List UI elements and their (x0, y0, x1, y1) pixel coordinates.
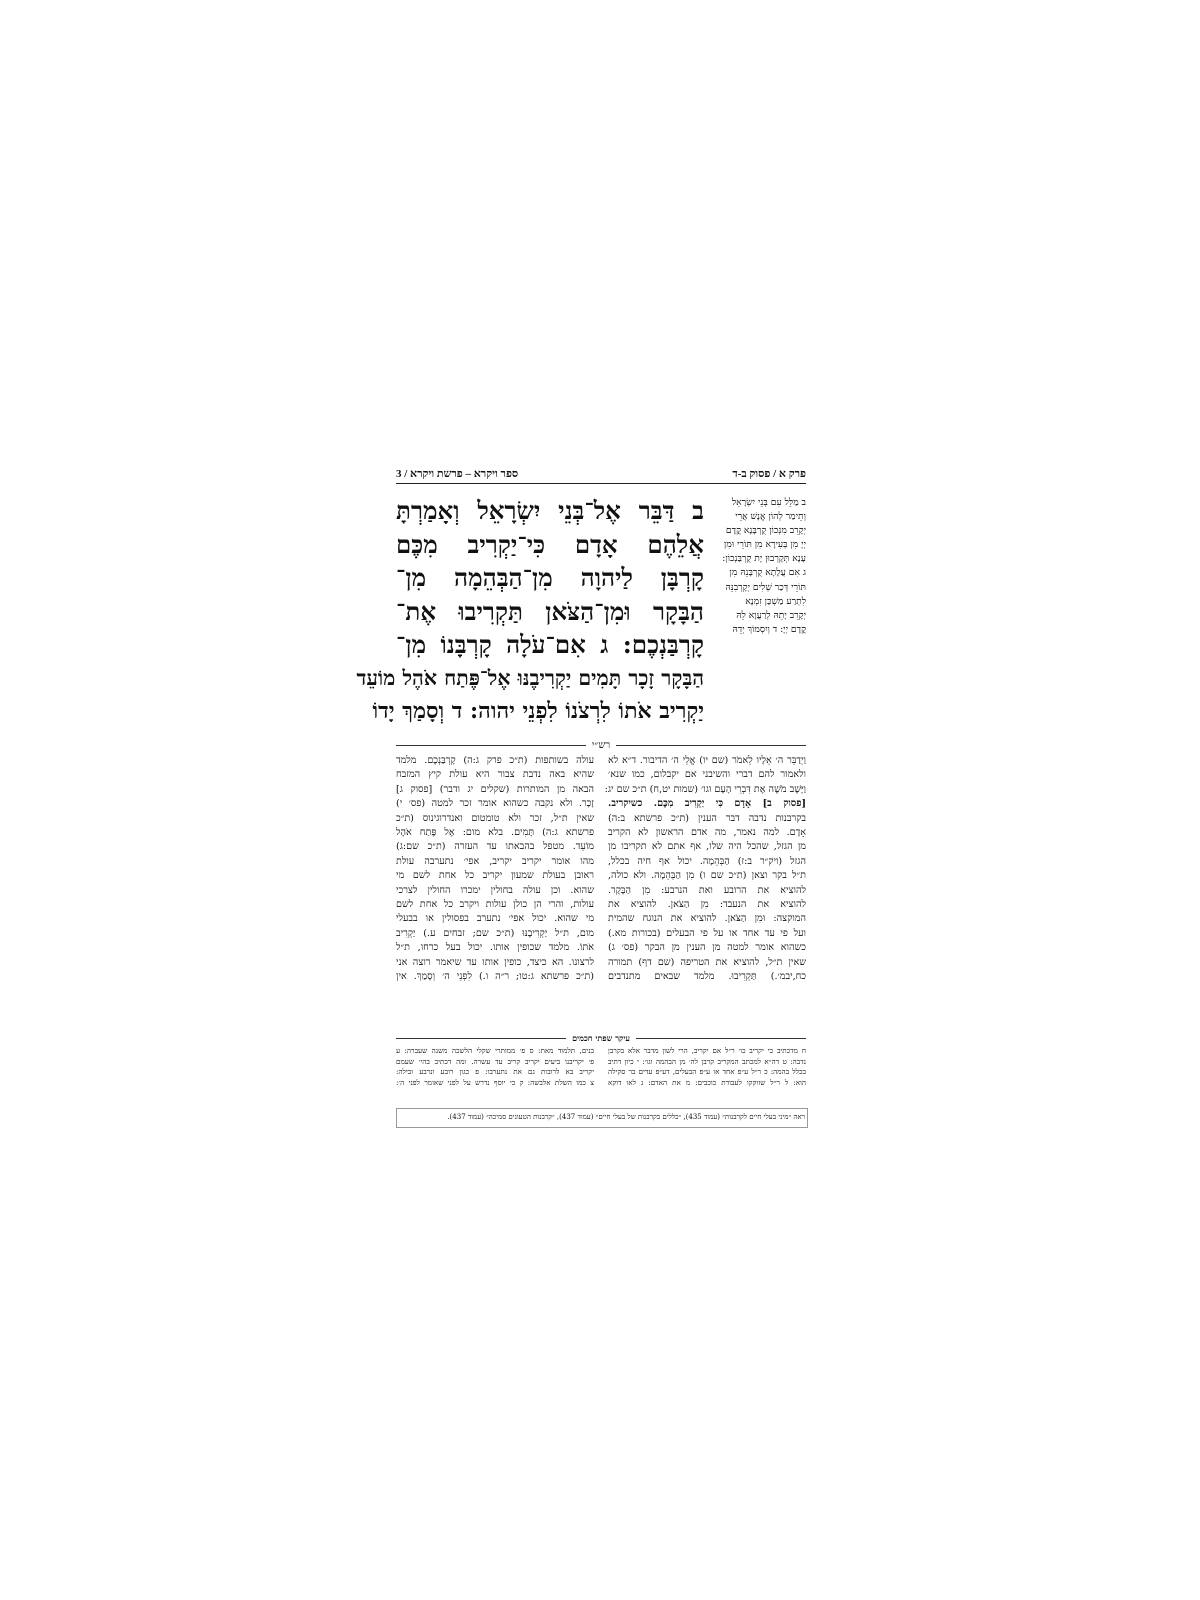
rashi-line: כשהוא אומר למטה מן הענין מן הבקר (פס׳ ג) (608, 942, 806, 954)
header-chapter-verse: פרק א / פסוק ב-ד (732, 468, 806, 480)
rashi-line: מוֹעֵד. מטפל בהבאתו עד העזרה (ת״כ שם:ג) (396, 841, 594, 853)
rashi-line: מי שהוא. יכול אפי׳ נתערב בפסולין או בבעלי (396, 913, 594, 925)
rashi-line: שהוא. וכן עולה בחולין ימכרו החולין לצרכי (396, 884, 594, 896)
rashi-line: שאין ת״ל, להוציא את הטריפה (שם דף) תמורה (608, 956, 806, 968)
iss-line: בנים, תלמוד מאת: ס פ׳ ממותרי שקלי הלשכה משנה שעברה: ע (396, 1046, 594, 1055)
rashi-line: המוקצה: וּמִן הַצֹּאן. להוציא את הנוגח שהמית (608, 913, 806, 925)
divider (396, 745, 586, 746)
verse-line: קָרְבָּן לַיהוָה מִן־הַבְּהֵמָה מִן־ (396, 563, 704, 592)
targum-line: תּוֹרֵי דְּכַר שְׁלִים יְקָרְבִנֵּהּ (725, 581, 806, 593)
iss-line: נדבה: ט דה״א למכתב המקריב קרבן לה׳ מן הבהמה וגו׳: י כיון דתיב (608, 1056, 806, 1066)
rashi-line: וַיְדַבֵּר ה׳ אֵלָיו לֵאמֹר (שם יו) אֱלֵי ה׳ הדיבור. ד״א לא (608, 755, 806, 766)
verse-line: ב דַּבֵּר אֶל־בְּנֵי יִשְׂרָאֵל וְאָמַרְתָּ (396, 496, 704, 525)
iss-column-left (396, 1046, 594, 1102)
rashi-heading (396, 738, 806, 752)
rashi-line: להוציא את הרובע ואת הנרבע: מִן הַבָּקָר. (608, 884, 806, 896)
rashi-line: ועל פי עד אחד או על פי הבעלים (בכורות מא.) (608, 927, 806, 939)
targum-column (710, 496, 806, 722)
torah-verse-text (356, 494, 704, 730)
rashi-line: מהו אומר יקריב יקריב, אפי׳ נתערבה עולת (396, 855, 594, 867)
targum-line: יְקָרֵב יָתֵהּ לְרַעֲוָא לֵהּ (736, 609, 806, 621)
rashi-line: מום, ת״ל יַקְרִיבֶנּוּ (ת״כ שם; זבחים ע.) יַקְרִיב (396, 927, 594, 939)
rashi-line: ת״ל בקר וצאן (ת״כ שם ו) מִן הַבְּהֵמָה. ולא כולה, (608, 870, 806, 882)
targum-line: קֳדָם יְיָ: ד וְיִסְמוֹךְ יְדֵהּ (732, 623, 806, 635)
verse-line: אֲלֵהֶם אָדָם כִּי־יַקְרִיב מִכֶּם (396, 529, 704, 559)
targum-line: יְקָרֵב מִנְּכוֹן קֻרְבָּנָא קֳדָם (725, 525, 806, 537)
verse-line: הַבָּקָר וּמִן־הַצֹּאן תַּקְרִיבוּ אֶת־ (396, 596, 704, 626)
divider (396, 1038, 566, 1039)
rashi-line: בקרבנות נדבה דבר הענין (ת״כ פרשתא ב:ה) (608, 812, 806, 824)
verse-line: יַקְרִיב אֹתוֹ לִרְצֹנוֹ לִפְנֵי יהוה: ד וְסָמַךְ יָדוֹ (372, 698, 704, 724)
rashi-line: ראובן בעולת שמעון יקריב כל אחת לשם מי (396, 870, 594, 882)
verse-line: הַבָּקָר זָכָר תָּמִים יַקְרִיבֶנּוּ אֶל־פֶּתַח אֹהֶל מוֹעֵד (356, 665, 704, 690)
targum-line: ב מַלֵּל עִם בְּנֵי יִשְׂרָאֵל (731, 497, 806, 508)
iss-column-right (608, 1046, 806, 1102)
page (356, 462, 806, 1136)
targum-line: ג אִם עֲלָתָא קֻרְבָּנֵהּ מִן (729, 567, 806, 579)
rashi-line: אָדָם. למה נאמר, מה אדם הראשון לא הקריב (608, 827, 806, 839)
targum-line: יְיָ מִן בְּעִירָא מִן תּוֹרֵי וּמִן (723, 539, 806, 551)
verse-line: קָרְבַּנְכֶם: ג אִם־עֹלָה קָרְבָּנוֹ מִן־ (396, 630, 704, 659)
divider (636, 1038, 806, 1039)
iss-line: ח מדכתיב כי יקריב כו׳ ר״ל אם יקריב, הרי לשון מדבר אלא בקרבן (608, 1046, 806, 1055)
iss-label: עיקר שפתי חכמים (572, 1033, 630, 1043)
rashi-line: שהיא באה נדבת צבור היא עולת קיץ המזבח (396, 769, 594, 781)
rashi-line: פרשתא ג:ה) תָּמִים. בלא מום: אֶל פֶּתַח אֹהֶל (396, 827, 594, 839)
rashi-line: אֹתוֹ. מלמד שכופין אותו. יכול בעל כרחו, ת״ל (396, 942, 594, 954)
targum-line: לִתְרַע מַשְׁכַּן זִמְנָא (745, 595, 806, 607)
divider (616, 745, 806, 746)
rashi-line: כח,יבמ׳.) תַּקְרִיבוּ. מלמד שבאים מתנדבים (608, 971, 806, 983)
targum-line: וְתֵימַר לְהוֹן אֱנָשׁ אֲרֵי (735, 511, 806, 523)
rashi-label: רש״י (591, 739, 611, 751)
rashi-line: (ת״כ פרשתא ג:טו; ר״ה ו.) לִפְנֵי ה׳ וְסָמַךְ. אין (396, 971, 594, 983)
rashi-line: עולות, והרי הן כולן עולות ויקרב כל אחת לשם (396, 899, 594, 911)
rashi-line: וַיָּשֶׁב מֹשֶׁה אֶת דִּבְרֵי הָעָם וגו׳ (שמות יט,ח) ת״כ שם יג: (604, 783, 806, 795)
targum-line: עָנָא תְּקָרְבוּן יָת קֻרְבַּנְכוֹן: (722, 553, 806, 565)
rashi-line: שאין ת״ל, זכר ולא טומטום ואנדרוגינוס (ת״כ (396, 812, 594, 824)
rashi-line: [פסוק ב] אָדָם כִּי יַקְרִיב מִכֶּם. כשיקריב. (608, 798, 806, 810)
rashi-column-right (604, 754, 806, 1000)
rashi-line: ולאמור להם דברי והשיבני אם יקבלום, כמו שנא׳ (608, 769, 806, 781)
iss-line: יקריב בא לרובות גם את נתערבו: פ כגון רובע ונרבע ובילה: (396, 1067, 594, 1077)
iss-line: צ כמו השלת אלבשה: ק כי יוסף נדרש על לפני שאומר לפני ה׳: (396, 1077, 594, 1087)
rashi-line: מן הגזל, שהכל היה שלו, אף אתם לא תקריבו מן (608, 841, 806, 853)
rashi-line: להוציא את הנעבד: מִן הַצֹּאן. להוציא את (608, 899, 806, 911)
rashi-line: עולה בשותפות (ת״כ פרק ג:ה) קָרְבַּנְכֶם. מלמד (396, 755, 594, 766)
header-book-title: ספר ויקרא – פרשת ויקרא / 3 (396, 468, 519, 480)
iss-line: הוא: ל ר״ל שזוקקו לעבודת כוכבים: מ את האדם: נ לאו דוקא (608, 1077, 806, 1087)
iss-heading (396, 1032, 806, 1044)
page-header (396, 462, 806, 484)
iss-line: פ׳ יקריבנו ביעים יקריב קריב עד עשרה. ומה דכתיב בהי׳ שעמם (396, 1056, 594, 1066)
rashi-line: לרצונו. הא כיצד, כופין אותו עד שיאמר רוצה אני (396, 956, 594, 968)
iss-line: בכלל בהמה: כ ר״ל ע״פ אחד או ע״פ הבעלים, דע״פ עדים בר סקילה (608, 1067, 806, 1077)
footer-references: ראה ״מיני בעלי חיים לקרבנות״ (עמוד 435), ״כללים בקרבנות של בעלי חיים״ (עמוד 437), ״קרבנות הטעונים סמיכה״ (עמוד 437). (396, 1108, 808, 1128)
rashi-column-left (396, 754, 594, 1000)
rashi-line: זָכָר. ולא נקבה כשהוא אומר זכר למטה (פס׳ י) (396, 798, 594, 810)
rashi-line: הבאה מן המותרות (שקלים יג ודבר) [פסוק ג] (396, 783, 594, 795)
rashi-line: הגזל (ויק״ר ב:ז) הַבְּהֵמָה. יכול אף חיה בכלל, (608, 855, 806, 867)
